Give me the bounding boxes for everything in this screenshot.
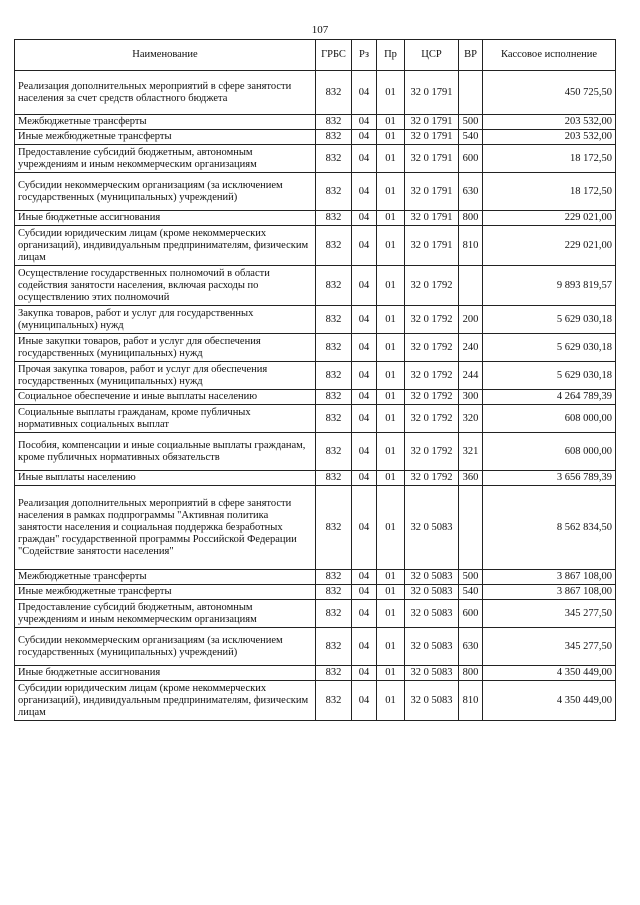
cell-pr: 01 — [377, 390, 405, 405]
cell-rz: 04 — [352, 306, 377, 334]
table-row — [15, 145, 616, 173]
header-pr: Пр — [377, 40, 405, 71]
cell-pr: 01 — [377, 173, 405, 211]
cell-grbs: 832 — [316, 266, 352, 306]
cell-rz: 04 — [352, 486, 377, 570]
table-row — [15, 71, 616, 115]
cell-vr: 200 — [459, 306, 483, 334]
cell-vr: 540 — [459, 130, 483, 145]
cell-vr: 540 — [459, 585, 483, 600]
cell-name: Межбюджетные трансферты — [15, 115, 316, 130]
cell-grbs: 832 — [316, 486, 352, 570]
table-row — [15, 211, 616, 226]
cell-grbs: 832 — [316, 334, 352, 362]
cell-rz: 04 — [352, 570, 377, 585]
cell-pr: 01 — [377, 115, 405, 130]
cell-rz: 04 — [352, 585, 377, 600]
cell-vr: 321 — [459, 433, 483, 471]
cell-amount: 3 656 789,39 — [483, 471, 616, 486]
cell-amount: 229 021,00 — [483, 211, 616, 226]
cell-vr: 810 — [459, 226, 483, 266]
cell-amount: 450 725,50 — [483, 71, 616, 115]
cell-pr: 01 — [377, 585, 405, 600]
table-row — [15, 405, 616, 433]
cell-amount: 4 350 449,00 — [483, 681, 616, 721]
cell-csr: 32 0 1791 — [405, 226, 459, 266]
cell-vr: 360 — [459, 471, 483, 486]
cell-grbs: 832 — [316, 173, 352, 211]
cell-name: Социальные выплаты гражданам, кроме публичных нормативных социальных выплат — [15, 405, 316, 433]
cell-name: Закупка товаров, работ и услуг для государственных (муниципальных) нужд — [15, 306, 316, 334]
cell-grbs: 832 — [316, 306, 352, 334]
cell-name: Субсидии юридическим лицам (кроме некоммерческих организаций), индивидуальным предпринимателям, физическим лицам — [15, 226, 316, 266]
cell-name: Субсидии юридическим лицам (кроме некоммерческих организаций), индивидуальным предпринимателям, физическим лицам — [15, 681, 316, 721]
cell-vr: 500 — [459, 570, 483, 585]
cell-vr: 300 — [459, 390, 483, 405]
cell-pr: 01 — [377, 600, 405, 628]
cell-name: Субсидии некоммерческим организациям (за исключением государственных (муниципальных) учреждений) — [15, 628, 316, 666]
cell-name: Социальное обеспечение и иные выплаты населению — [15, 390, 316, 405]
cell-grbs: 832 — [316, 585, 352, 600]
cell-amount: 5 629 030,18 — [483, 362, 616, 390]
cell-amount: 5 629 030,18 — [483, 334, 616, 362]
cell-grbs: 832 — [316, 71, 352, 115]
cell-grbs: 832 — [316, 433, 352, 471]
cell-rz: 04 — [352, 226, 377, 266]
cell-pr: 01 — [377, 306, 405, 334]
cell-amount: 3 867 108,00 — [483, 585, 616, 600]
table-row — [15, 226, 616, 266]
cell-pr: 01 — [377, 666, 405, 681]
cell-csr: 32 0 1792 — [405, 334, 459, 362]
cell-grbs: 832 — [316, 681, 352, 721]
cell-amount: 345 277,50 — [483, 628, 616, 666]
cell-rz: 04 — [352, 266, 377, 306]
cell-amount: 8 562 834,50 — [483, 486, 616, 570]
cell-pr: 01 — [377, 570, 405, 585]
table-row — [15, 362, 616, 390]
cell-amount: 5 629 030,18 — [483, 306, 616, 334]
cell-csr: 32 0 1791 — [405, 130, 459, 145]
cell-amount: 229 021,00 — [483, 226, 616, 266]
cell-amount: 9 893 819,57 — [483, 266, 616, 306]
page-number: 107 — [311, 24, 329, 36]
header-name: Наименование — [15, 40, 316, 71]
cell-vr: 630 — [459, 173, 483, 211]
cell-pr: 01 — [377, 226, 405, 266]
cell-csr: 32 0 1792 — [405, 433, 459, 471]
cell-pr: 01 — [377, 266, 405, 306]
header-grbs: ГРБС — [316, 40, 352, 71]
cell-pr: 01 — [377, 681, 405, 721]
cell-csr: 32 0 1792 — [405, 390, 459, 405]
table-row — [15, 666, 616, 681]
cell-pr: 01 — [377, 362, 405, 390]
cell-rz: 04 — [352, 145, 377, 173]
cell-vr — [459, 71, 483, 115]
cell-pr: 01 — [377, 130, 405, 145]
cell-vr: 240 — [459, 334, 483, 362]
cell-name: Реализация дополнительных мероприятий в сфере занятости населения за счет средств областного бюджета — [15, 71, 316, 115]
table-row — [15, 433, 616, 471]
cell-csr: 32 0 5083 — [405, 628, 459, 666]
cell-pr: 01 — [377, 145, 405, 173]
cell-name: Иные бюджетные ассигнования — [15, 211, 316, 226]
cell-grbs: 832 — [316, 666, 352, 681]
cell-csr: 32 0 5083 — [405, 585, 459, 600]
table-row — [15, 115, 616, 130]
cell-amount: 18 172,50 — [483, 145, 616, 173]
cell-grbs: 832 — [316, 600, 352, 628]
cell-name: Субсидии некоммерческим организациям (за исключением государственных (муниципальных) учреждений) — [15, 173, 316, 211]
cell-amount: 3 867 108,00 — [483, 570, 616, 585]
cell-name: Иные выплаты населению — [15, 471, 316, 486]
cell-rz: 04 — [352, 334, 377, 362]
cell-amount: 4 350 449,00 — [483, 666, 616, 681]
table-row — [15, 471, 616, 486]
header-rz: Рз — [352, 40, 377, 71]
cell-amount: 4 264 789,39 — [483, 390, 616, 405]
table-row — [15, 570, 616, 585]
cell-rz: 04 — [352, 173, 377, 211]
table-row — [15, 628, 616, 666]
table-row — [15, 486, 616, 570]
cell-csr: 32 0 1791 — [405, 71, 459, 115]
table-row — [15, 390, 616, 405]
cell-rz: 04 — [352, 471, 377, 486]
cell-name: Реализация дополнительных мероприятий в сфере занятости населения в рамках подпрограммы "Активная политика занятости населения и социальная поддержка безработных граждан" государственной программы Российской Федерации "Содействие занятости населения" — [15, 486, 316, 570]
cell-name: Межбюджетные трансферты — [15, 570, 316, 585]
cell-csr: 32 0 5083 — [405, 486, 459, 570]
table-row — [15, 600, 616, 628]
cell-amount: 203 532,00 — [483, 130, 616, 145]
cell-grbs: 832 — [316, 211, 352, 226]
cell-grbs: 832 — [316, 390, 352, 405]
cell-name: Пособия, компенсации и иные социальные выплаты гражданам, кроме публичных нормативных обязательств — [15, 433, 316, 471]
cell-grbs: 832 — [316, 115, 352, 130]
cell-vr: 800 — [459, 211, 483, 226]
cell-rz: 04 — [352, 71, 377, 115]
cell-grbs: 832 — [316, 362, 352, 390]
cell-pr: 01 — [377, 433, 405, 471]
cell-vr: 320 — [459, 405, 483, 433]
cell-pr: 01 — [377, 71, 405, 115]
cell-amount: 608 000,00 — [483, 405, 616, 433]
cell-vr: 244 — [459, 362, 483, 390]
table-row — [15, 681, 616, 721]
cell-name: Иные межбюджетные трансферты — [15, 585, 316, 600]
cell-rz: 04 — [352, 115, 377, 130]
cell-pr: 01 — [377, 211, 405, 226]
cell-rz: 04 — [352, 628, 377, 666]
cell-csr: 32 0 1792 — [405, 306, 459, 334]
cell-rz: 04 — [352, 362, 377, 390]
table-body — [15, 71, 616, 721]
cell-vr: 800 — [459, 666, 483, 681]
cell-csr: 32 0 1792 — [405, 362, 459, 390]
cell-pr: 01 — [377, 405, 405, 433]
cell-vr — [459, 486, 483, 570]
cell-rz: 04 — [352, 681, 377, 721]
cell-vr — [459, 266, 483, 306]
header-row — [15, 40, 616, 71]
cell-rz: 04 — [352, 130, 377, 145]
cell-csr: 32 0 1792 — [405, 266, 459, 306]
cell-rz: 04 — [352, 211, 377, 226]
cell-csr: 32 0 1791 — [405, 145, 459, 173]
cell-grbs: 832 — [316, 130, 352, 145]
cell-vr: 600 — [459, 600, 483, 628]
cell-pr: 01 — [377, 471, 405, 486]
table-row — [15, 130, 616, 145]
cell-name: Предоставление субсидий бюджетным, автономным учреждениям и иным некоммерческим организациям — [15, 145, 316, 173]
cell-csr: 32 0 1791 — [405, 173, 459, 211]
cell-csr: 32 0 5083 — [405, 666, 459, 681]
cell-csr: 32 0 5083 — [405, 570, 459, 585]
cell-pr: 01 — [377, 628, 405, 666]
cell-name: Предоставление субсидий бюджетным, автономным учреждениям и иным некоммерческим организациям — [15, 600, 316, 628]
cell-csr: 32 0 5083 — [405, 681, 459, 721]
cell-grbs: 832 — [316, 628, 352, 666]
cell-name: Прочая закупка товаров, работ и услуг для обеспечения государственных (муниципальных) нужд — [15, 362, 316, 390]
cell-pr: 01 — [377, 486, 405, 570]
header-vr: ВР — [459, 40, 483, 71]
header-csr: ЦСР — [405, 40, 459, 71]
cell-vr: 500 — [459, 115, 483, 130]
cell-amount: 18 172,50 — [483, 173, 616, 211]
cell-csr: 32 0 5083 — [405, 600, 459, 628]
table-row — [15, 173, 616, 211]
cell-grbs: 832 — [316, 405, 352, 433]
cell-rz: 04 — [352, 666, 377, 681]
table-row — [15, 266, 616, 306]
cell-name: Иные бюджетные ассигнования — [15, 666, 316, 681]
cell-grbs: 832 — [316, 226, 352, 266]
cell-amount: 203 532,00 — [483, 115, 616, 130]
table-row — [15, 306, 616, 334]
cell-pr: 01 — [377, 334, 405, 362]
cell-amount: 608 000,00 — [483, 433, 616, 471]
cell-name: Иные межбюджетные трансферты — [15, 130, 316, 145]
cell-name: Осуществление государственных полномочий в области содействия занятости населения, включая расходы по осуществлению этих полномочий — [15, 266, 316, 306]
cell-grbs: 832 — [316, 145, 352, 173]
cell-rz: 04 — [352, 390, 377, 405]
cell-vr: 630 — [459, 628, 483, 666]
cell-rz: 04 — [352, 405, 377, 433]
budget-table — [14, 39, 616, 721]
table-row — [15, 585, 616, 600]
cell-grbs: 832 — [316, 471, 352, 486]
cell-name: Иные закупки товаров, работ и услуг для обеспечения государственных (муниципальных) нужд — [15, 334, 316, 362]
header-amount: Кассовое исполнение — [483, 40, 616, 71]
table-row — [15, 334, 616, 362]
cell-vr: 600 — [459, 145, 483, 173]
cell-csr: 32 0 1791 — [405, 211, 459, 226]
cell-rz: 04 — [352, 600, 377, 628]
cell-csr: 32 0 1791 — [405, 115, 459, 130]
cell-grbs: 832 — [316, 570, 352, 585]
cell-vr: 810 — [459, 681, 483, 721]
cell-amount: 345 277,50 — [483, 600, 616, 628]
cell-rz: 04 — [352, 433, 377, 471]
cell-csr: 32 0 1792 — [405, 405, 459, 433]
cell-csr: 32 0 1792 — [405, 471, 459, 486]
